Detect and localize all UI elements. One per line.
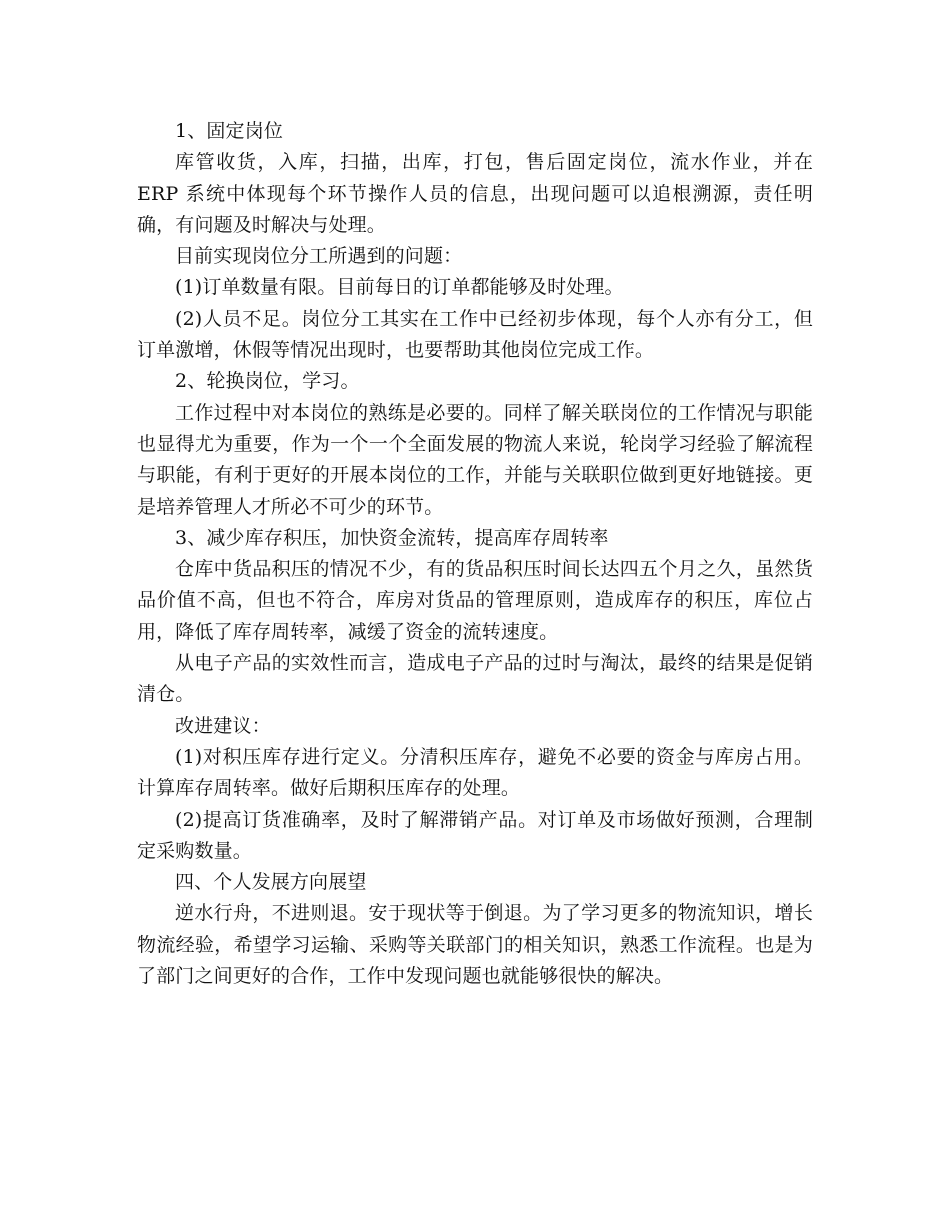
document-body: [137, 116, 813, 992]
paragraph: 从电子产品的实效性而言，造成电子产品的过时与淘汰，最终的结果是促销清仓。: [137, 652, 813, 706]
list-item: (2)提高订货准确率，及时了解滞销产品。对订单及市场做好预测，合理制定采购数量。: [137, 808, 813, 862]
section-heading-inventory: 3、减少库存积压，加快资金流转，提高库存周转率: [175, 526, 609, 549]
section-heading-fixed-posts: 1、固定岗位: [175, 120, 283, 142]
list-item: (2)人员不足。岗位分工其实在工作中已经初步体现，每个人亦有分工，但订单激增，休假等情况出现时，也要帮助其他岗位完成工作。: [137, 307, 813, 362]
paragraph: 改进建议：: [175, 714, 271, 737]
list-item: (1)对积压库存进行定义。分清积压库存，避免不必要的资金与库房占用。计算库存周转率。做好后期积压库存的处理。: [137, 745, 813, 800]
paragraph: 库管收货，入库，扫描，出库，打包，售后固定岗位，流水作业，并在 ERP 系统中体现每个环节操作人员的信息，出现问题可以追根溯源，责任明确，有问题及时解决与处理。: [137, 151, 813, 236]
section-heading-rotation: 2、轮换岗位，学习。: [175, 370, 360, 393]
paragraph: 逆水行舟，不进则退。安于现状等于倒退。为了学习更多的物流知识，增长物流经验，希望学习运输、采购等关联部门的相关知识，熟悉工作流程。也是为了部门之间更好的合作，工作中发现问题也就能够很快的解决。: [137, 902, 813, 988]
paragraph: 工作过程中对本岗位的熟练是必要的。同样了解关联岗位的工作情况与职能也显得尤为重要，作为一个一个全面发展的物流人来说，轮岗学习经验了解流程与职能，有利于更好的开展本岗位的工作，并能与关联职位做到更好地链接。更是培养管理人才所必不可少的环节。: [137, 401, 813, 518]
paragraph: 目前实现岗位分工所遇到的问题：: [175, 245, 463, 268]
paragraph: 仓库中货品积压的情况不少，有的货品积压时间长达四五个月之久，虽然货品价值不高，但也不符合，库房对货品的管理原则，造成库存的积压，库位占用，降低了库存周转率，减缓了资金的流转速度。: [137, 558, 813, 643]
section-heading-personal-development: 四、个人发展方向展望: [175, 871, 367, 894]
list-item: (1)订单数量有限。目前每日的订单都能够及时处理。: [175, 276, 624, 299]
